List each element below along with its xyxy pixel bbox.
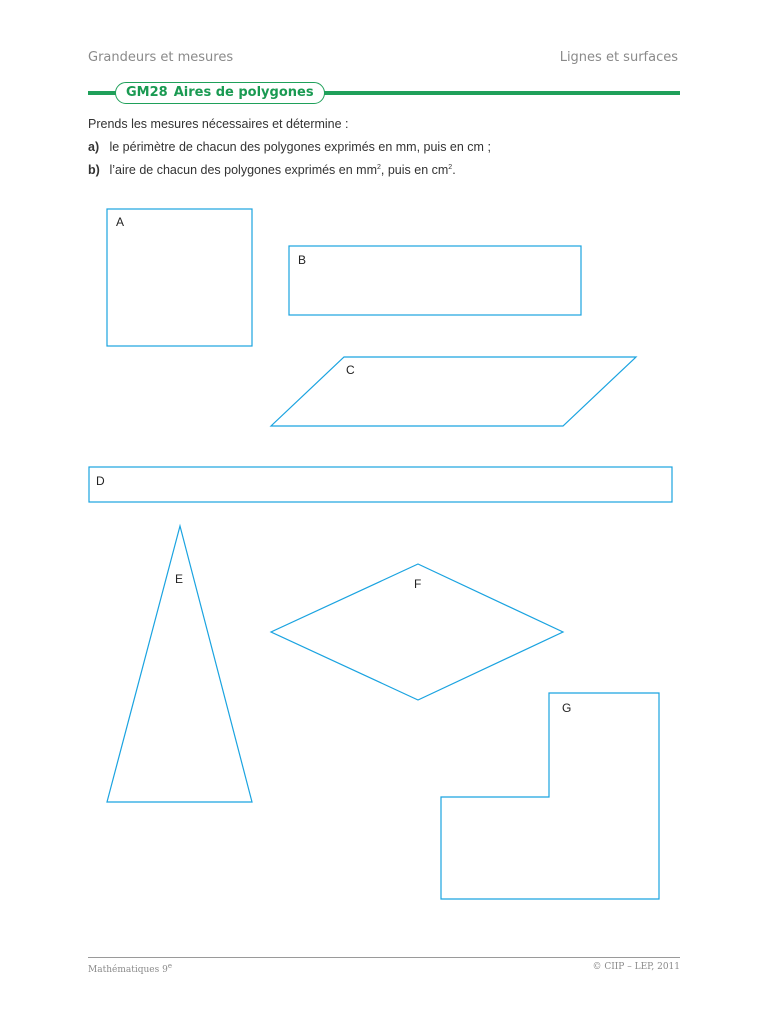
polygon-label-f: F [414,577,422,591]
footer-right: © CIIP – LEP, 2011 [592,962,680,972]
polygon-label-d: D [96,474,105,488]
exercise-title: Aires de polygones [173,85,314,100]
polygon-e [107,526,252,802]
polygon-g [441,693,659,899]
polygon-d [89,467,672,502]
instruction-a-text: le périmètre de chacun des polygones exprimés en mm, puis en cm ; [109,140,491,154]
footer-rule [88,957,680,958]
instruction-intro: Prends les mesures nécessaires et détermine : [88,117,349,131]
polygon-label-e: E [175,572,184,586]
instruction-b-text: l’aire de chacun des polygones exprimés en $mm^2$, puis en $cm^2$. [109,163,456,177]
polygon-c [271,357,636,426]
polygon-label-g: G [562,701,572,715]
exercise-code: GM28 [126,85,168,100]
polygon-label-a: A [116,215,125,229]
instruction-b-label: b) [88,163,100,177]
header-section-right: Lignes et surfaces [559,50,678,65]
header-section-left: Grandeurs et mesures [88,50,234,65]
polygon-label-c: C [346,363,355,377]
polygon-a [107,209,252,346]
polygon-b [289,246,581,315]
footer-left: Mathématiques 9e [88,962,172,975]
instruction-a-label: a) [88,140,100,154]
polygon-label-b: B [298,253,307,267]
